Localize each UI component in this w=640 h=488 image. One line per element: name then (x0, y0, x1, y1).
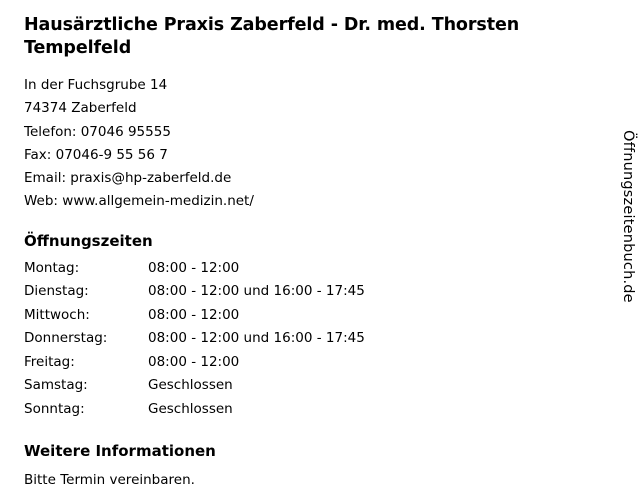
day-hours: 08:00 - 12:00 (148, 353, 240, 370)
day-label: Dienstag: (24, 283, 89, 299)
day-hours: Geschlossen (148, 400, 233, 417)
day-hours: Geschlossen (148, 377, 233, 393)
more-information-text: Bitte Termin vereinbaren. (24, 472, 195, 488)
contact-block (24, 74, 616, 213)
table-row (24, 262, 365, 286)
table-row (24, 356, 365, 380)
day-label: Mittwoch: (24, 306, 90, 323)
table-row (24, 379, 365, 403)
more-information-heading: Weitere Informationen (24, 442, 216, 460)
day-hours: 08:00 - 12:00 (148, 306, 240, 323)
day-label: Donnerstag: (24, 330, 108, 346)
day-label: Freitag: (24, 353, 75, 370)
address-city: 74374 Zaberfeld (24, 100, 137, 117)
day-label: Samstag: (24, 377, 88, 393)
day-hours: 08:00 - 12:00 (148, 259, 240, 276)
brand-watermark: Öffnungszeitenbuch.de (620, 130, 636, 303)
phone-line: Telefon: 07046 95555 (24, 123, 171, 140)
table-row (24, 403, 365, 427)
table-row (24, 309, 365, 333)
table-row (24, 332, 365, 356)
opening-hours-heading: Öffnungszeiten (24, 231, 153, 250)
day-label: Montag: (24, 259, 80, 276)
day-label: Sonntag: (24, 400, 85, 417)
opening-hours-table (24, 259, 365, 427)
day-hours: 08:00 - 12:00 und 16:00 - 17:45 (148, 283, 365, 299)
page-title: Hausärztliche Praxis Zaberfeld - Dr. med. Thorsten Tempelfeld (24, 15, 520, 59)
table-row (24, 285, 365, 309)
email-line: Email: praxis@hp-zaberfeld.de (24, 170, 232, 187)
day-hours: 08:00 - 12:00 und 16:00 - 17:45 (148, 330, 365, 346)
address-street: In der Fuchsgrube 14 (24, 77, 168, 94)
fax-line: Fax: 07046-9 55 56 7 (24, 146, 168, 163)
website-line: Web: www.allgemein-medizin.net/ (24, 193, 254, 210)
